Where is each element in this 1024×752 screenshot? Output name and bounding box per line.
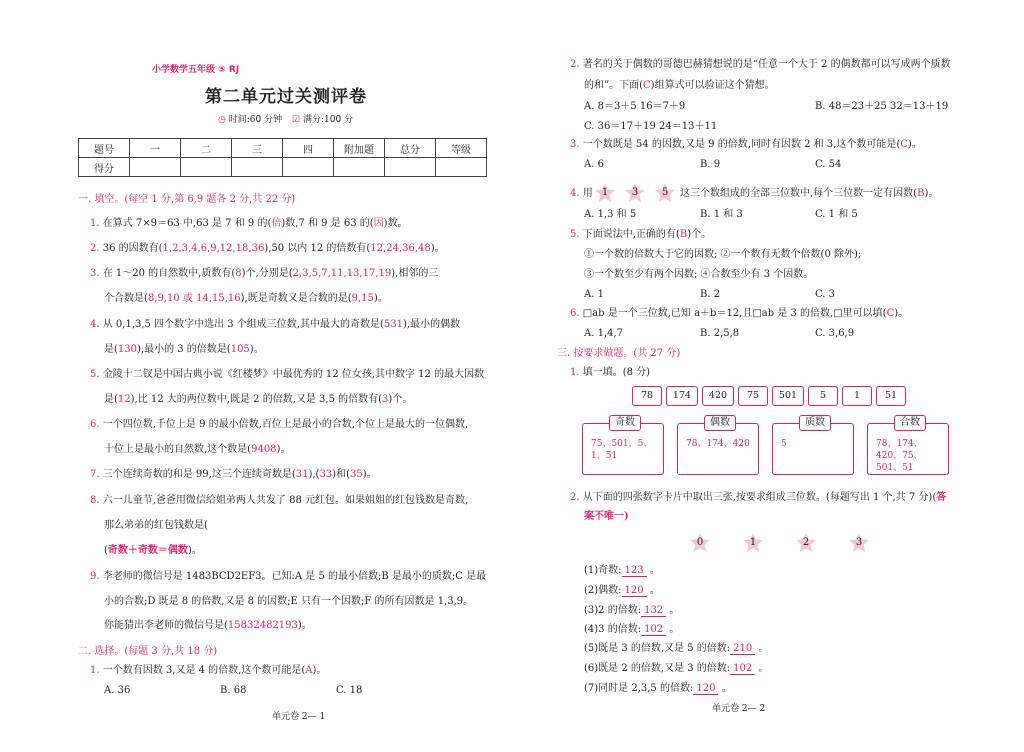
score-table [78, 138, 487, 177]
clock-icon: ◷ [218, 115, 226, 125]
part-2-item: (6)既是 2 的倍数,又是 3 的倍数: 102 。 [584, 663, 769, 674]
part-2-item: (5)既是 3 的倍数,又是 5 的倍数: 210 。 [584, 643, 769, 654]
odd-number-box: 奇数 75、501、5、1、51 [582, 423, 664, 475]
score-cell[interactable] [436, 158, 487, 177]
digit-card: 0 [689, 532, 711, 554]
score-cell[interactable] [385, 158, 436, 177]
choice-1-option-b: B. 68 [220, 685, 247, 696]
part-2-item: (4)3 的倍数: 102 。 [584, 624, 680, 635]
question-9: 9. 李老师的微信号是 1483BCD2EF3。已知:A 是 5 的最小倍数;B 是最小的质数;C 是最 [90, 571, 487, 582]
score-table-row [79, 158, 487, 177]
table-cell: 二 [181, 139, 232, 158]
question-5: 5. 金陵十二钗是中国古典小说《红楼梦》中最优秀的 12 位女孩,其中数字 12 的最大因数 [90, 369, 485, 380]
prime-number-box: 质数 5 [772, 423, 854, 475]
footer-right: 单元卷 2— 2 [712, 704, 766, 714]
digit-card: 3 [848, 532, 870, 554]
choice-6-option-a: A. 1,4,7 [584, 328, 624, 339]
question-3: 3. 在 1～20 的自然数中,质数有(8)个,分别是(2,3,5,7,11,13,17,19),相邻的三 [90, 268, 439, 279]
question-8-cont: 那么弟弟的红包钱数是( [104, 520, 208, 531]
choice-6-option-c: C. 3,6,9 [815, 328, 855, 339]
part-2-item: (7)同时是 2,3,5 的倍数: 120 。 [584, 683, 732, 694]
choice-5: 5. 下面说法中,正确的有(B)个。 [570, 229, 712, 240]
section-3-title: 三. 按要求做题。(共 27 分) [557, 348, 681, 359]
choice-5-option-b: B. 2 [700, 289, 721, 300]
table-cell: 题号 [79, 139, 130, 158]
series-label: 小学数学五年级 ⑤ RJ [152, 65, 240, 75]
score-cell[interactable] [130, 158, 181, 177]
choice-1: 1. 一个数有因数 3,又是 4 的倍数,这个数可能是(A)。 [90, 665, 327, 676]
score-table-header [79, 139, 487, 158]
table-cell: 四 [283, 139, 334, 158]
question-3-cont: 个合数是(8,9,10 或 14,15,16),既是奇数又是合数的是(9,15)。 [104, 293, 388, 304]
part-2-item: (1)奇数: 123 。 [584, 565, 660, 576]
choice-3-option-b: B. 9 [700, 159, 721, 170]
table-cell: 等级 [436, 139, 487, 158]
choice-6-option-b: B. 2,5,8 [700, 328, 740, 339]
part-2-item: (2)偶数: 120 。 [584, 585, 660, 596]
choice-5-option-c: C. 3 [815, 289, 836, 300]
choice-4: 4. 用 [570, 188, 593, 199]
section-2-title: 二. 选择。(每题 3 分,共 18 分) [78, 646, 218, 657]
part-2-item: (3)2 的倍数: 132 。 [584, 605, 680, 616]
digit-card: 1 [742, 532, 764, 554]
section-1-title: 一. 填空。(每空 1 分,第 6,9 题各 2 分,共 22 分) [78, 194, 296, 205]
time-info: ◷ 时间:60 分钟 [218, 115, 283, 125]
score-cell[interactable] [181, 158, 232, 177]
question-1: 1. 在算式 7×9＝63 中,63 是 7 和 9 的(倍)数,7 和 9 是 63 的(因)数。 [90, 218, 408, 229]
table-cell: 三 [232, 139, 283, 158]
composite-number-box: 合数 78、174、420、75、501、51 [867, 423, 949, 475]
question-7: 7. 三个连续奇数的和是 99,这三个连续奇数是(31),(33)和(35)。 [90, 469, 377, 480]
score-cell[interactable] [283, 158, 334, 177]
footer-left: 单元卷 2— 1 [272, 712, 326, 722]
question-4-cont: 是(130),最小的 3 的倍数是(105)。 [104, 344, 264, 355]
choice-3-option-c: C. 54 [815, 159, 842, 170]
check-icon: ☑ [292, 115, 301, 125]
star-card: 1 [594, 182, 616, 204]
question-2: 2. 36 的因数有(1,2,3,4,6,9,12,18,36),50 以内 12 的倍数有(12,24,36,48)。 [90, 243, 445, 254]
question-5-cont: 是(12),比 12 大的两位数中,既是 2 的倍数,又是 3,5 的倍数有(3)个。 [104, 394, 413, 405]
number-chip: 420 [702, 386, 734, 406]
choice-4-option-c: C. 1 和 5 [815, 209, 858, 220]
number-chip: 501 [772, 386, 804, 406]
choice-4-cont: 这三个数组成的全部三位数中,每个三位数一定有因数(B)。 [680, 188, 939, 199]
choice-2-option-b: B. 48＝23＋25 32＝13＋19 [815, 101, 949, 112]
choice-3-option-a: A. 6 [584, 159, 604, 170]
choice-3: 3. 一个数既是 54 的因数,又是 9 的倍数,同时有因数 2 和 3,这个数可能是(C)。 [570, 139, 922, 150]
table-cell: 附加题 [334, 139, 385, 158]
question-6: 6. 一个四位数,千位上是 9 的最小倍数,百位上是最小的合数,个位上是最大的一位偶数, [90, 419, 469, 430]
choice-2-option-a: A. 8＝3＋5 16＝7＋9 [584, 101, 686, 112]
part-2-title: 2. 从下面的四张数字卡片中取出三张,按要求组成三位数。(每题写出 1 个,共 7 分)(答 [570, 492, 947, 503]
question-9-cont2: 你能猜出李老师的微信号是(15832482193)。 [104, 620, 312, 631]
question-8: 8. 六一儿童节,爸爸用微信给姐弟两人共发了 88 元红包。如果姐姐的红包钱数是奇数, [90, 495, 469, 506]
table-cell: 得分 [79, 158, 130, 177]
choice-5-option-a: A. 1 [584, 289, 604, 300]
question-9-cont: 小的合数;D 既是 8 的倍数,又是 8 的因数;E 只有一个因数;F 的所有因数是 1,3,9。 [104, 596, 474, 607]
page-title: 第二单元过关测评卷 [205, 87, 367, 107]
question-4: 4. 从 0,1,3,5 四个数字中选出 3 个组成三位数,其中最大的奇数是(531),最小的偶数 [90, 319, 461, 330]
table-cell: 总分 [385, 139, 436, 158]
choice-4-option-b: B. 1 和 3 [700, 209, 743, 220]
even-number-box: 偶数 78、174、420 [677, 423, 759, 475]
number-chip: 78 [632, 386, 662, 406]
part-1-title: 1. 填一填。(8 分) [570, 367, 651, 378]
choice-5-statement-1: ①一个数的倍数大于它的因数; ②一个数有无数个倍数(0 除外); [584, 249, 862, 260]
choice-2-cont: 的和”。下面(C)组算式可以验证这个猜想。 [584, 80, 775, 91]
star-card: 5 [654, 182, 676, 204]
part-2-title-cont: 案不唯一) [584, 511, 629, 522]
question-6-cont: 十位上是最小的自然数,这个数是(9408)。 [104, 444, 291, 455]
score-info: ☑ 满分:100 分 [292, 115, 354, 125]
choice-2: 2. 著名的关于偶数的哥德巴赫猜想说的是“任意一个大于 2 的偶数都可以写成两个质数 [570, 59, 951, 70]
digit-card: 2 [795, 532, 817, 554]
choice-6: 6. □ab 是一个三位数,已知 a＋b＝12,且□ab 是 3 的倍数,□里可以填(C)。 [570, 308, 909, 319]
choice-1-option-c: C. 18 [336, 685, 363, 696]
number-chip: 5 [808, 386, 838, 406]
table-cell: 一 [130, 139, 181, 158]
score-cell[interactable] [334, 158, 385, 177]
score-cell[interactable] [232, 158, 283, 177]
number-chip: 75 [738, 386, 768, 406]
number-chip: 1 [842, 386, 872, 406]
number-chip: 51 [876, 386, 906, 406]
choice-2-option-c: C. 36＝17＋19 24＝13＋11 [584, 121, 718, 132]
number-chip: 174 [666, 386, 698, 406]
star-card: 3 [624, 182, 646, 204]
choice-1-option-a: A. 36 [104, 685, 131, 696]
choice-4-option-a: A. 1,3 和 5 [584, 209, 637, 220]
choice-5-statement-2: ③一个数至少有两个因数; ④合数至少有 3 个因数。 [584, 269, 814, 280]
question-8-cont2: (奇数＋奇数＝偶数)。 [104, 545, 202, 556]
